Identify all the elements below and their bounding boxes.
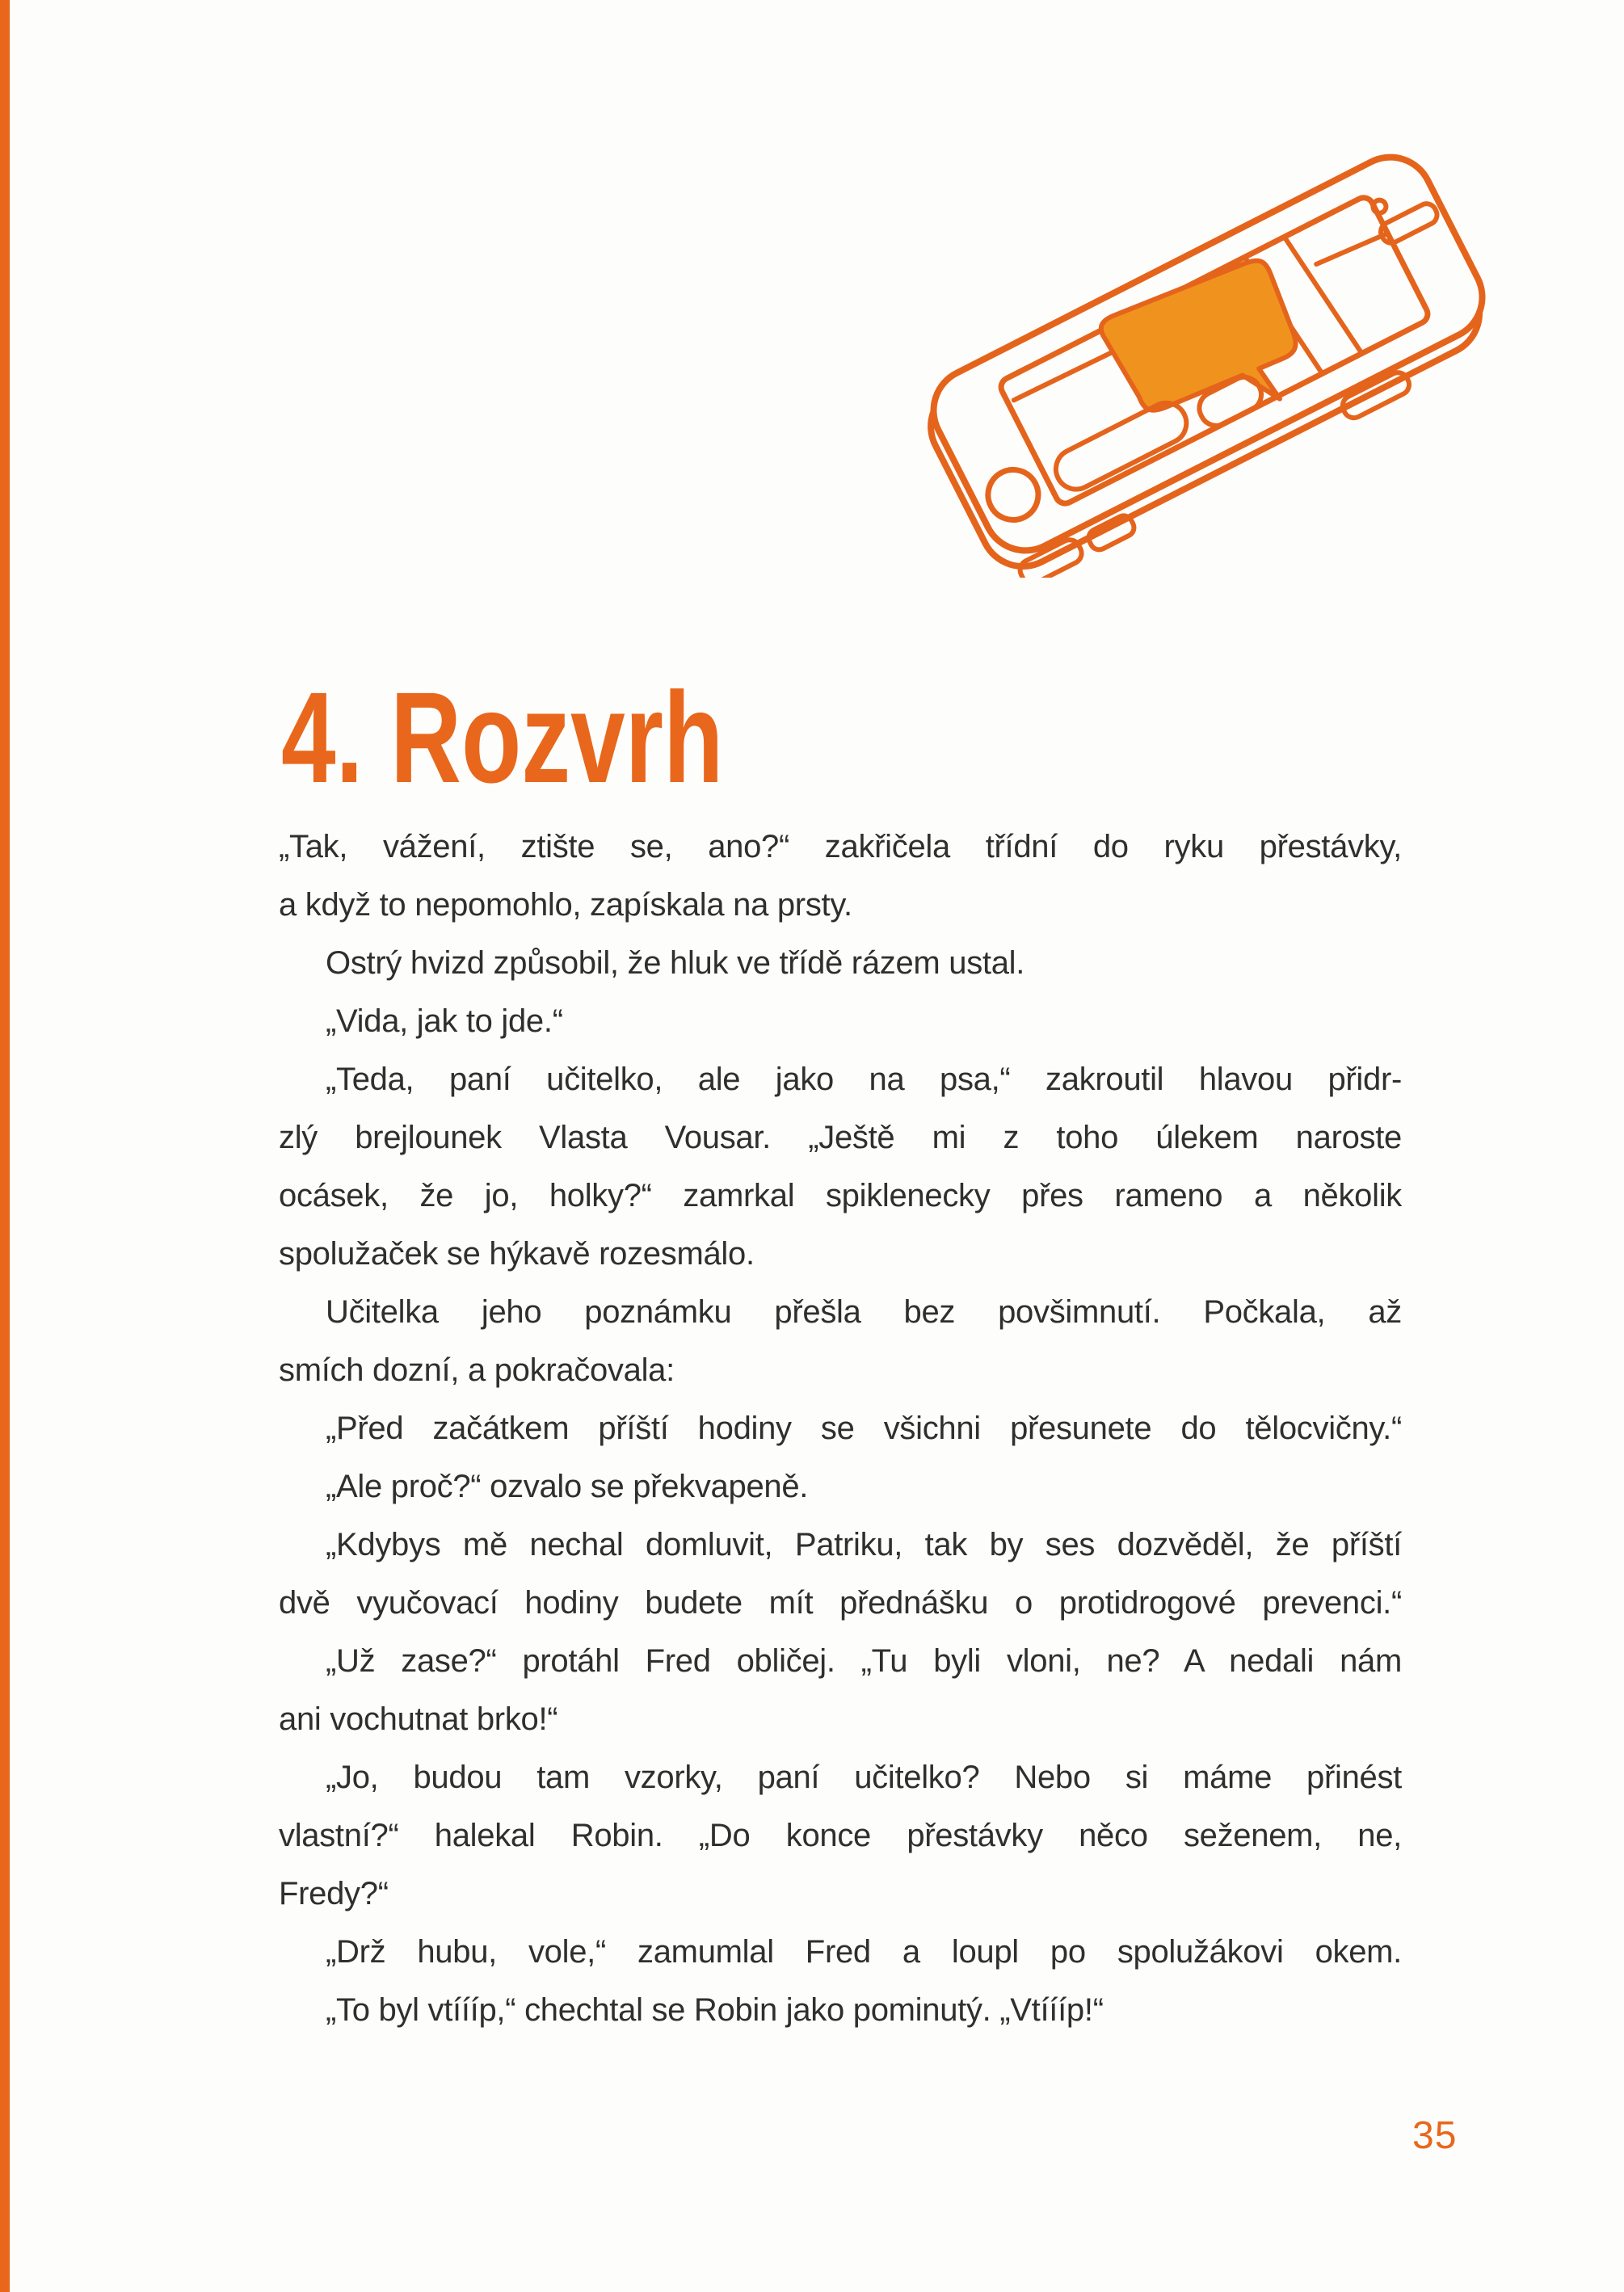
text-line: „Jo, budou tam vzorky, paní učitelko? Nebo si máme přinést: [326, 1760, 1402, 1795]
text-line: „Teda, paní učitelko, ale jako na psa,“ zakroutil hlavou přidr-: [326, 1062, 1402, 1097]
text-line: „To byl vtíííp,“ chechtal se Robin jako pominutý. „Vtíííp!“: [326, 1992, 1104, 2028]
text-line: „Před začátkem příští hodiny se všichni přesunete do tělocvičny.“: [326, 1411, 1402, 1446]
text-line: vlastní?“ halekal Robin. „Do konce přestávky něco seženem, ne,: [279, 1818, 1402, 1853]
text-line: ani vochutnat brko!“: [279, 1701, 558, 1737]
chapter-heading: 4. Rozvrh: [281, 665, 724, 810]
text-line: Fredy?“: [279, 1876, 389, 1911]
text-line: dvě vyučovací hodiny budete mít přednášku o protidrogové prevenci.“: [279, 1585, 1402, 1621]
text-line: Ostrý hvizd způsobil, že hluk ve třídě rázem ustal.: [326, 945, 1025, 981]
page-edge-accent-bar: [0, 0, 10, 2292]
text-line: „Drž hubu, vole,“ zamumlal Fred a loupl po spolužákovi okem.: [326, 1934, 1402, 1970]
text-line: „Kdybys mě nechal domluvit, Patriku, tak by ses dozvěděl, že příští: [326, 1527, 1402, 1562]
text-line: „Vida, jak to jde.“: [326, 1003, 563, 1039]
text-line: „Už zase?“ protáhl Fred obličej. „Tu byli vloni, ne? A nedali nám: [326, 1643, 1402, 1679]
text-line: a když to nepomohlo, zapískala na prsty.: [279, 887, 852, 923]
text-line: smích dozní, a pokračovala:: [279, 1352, 675, 1388]
text-line: „Tak, vážení, ztište se, ano?“ zakřičela třídní do ryku přestávky,: [279, 829, 1402, 864]
body-text: [279, 818, 1402, 2039]
page-number: 35: [1412, 2114, 1458, 2157]
text-line: spolužaček se hýkavě rozesmálo.: [279, 1236, 755, 1272]
text-line: „Ale proč?“ ozvalo se překvapeně.: [326, 1469, 809, 1504]
text-line: ocásek, že jo, holky?“ zamrkal spiklenecky přes rameno a několik: [279, 1178, 1402, 1213]
text-line: Učitelka jeho poznámku přešla bez povšimnutí. Počkala, až: [326, 1294, 1402, 1330]
text-line: zlý brejlounek Vlasta Vousar. „Ještě mi z toho úlekem naroste: [279, 1120, 1402, 1155]
smartphone-sketch-icon: [889, 137, 1527, 578]
